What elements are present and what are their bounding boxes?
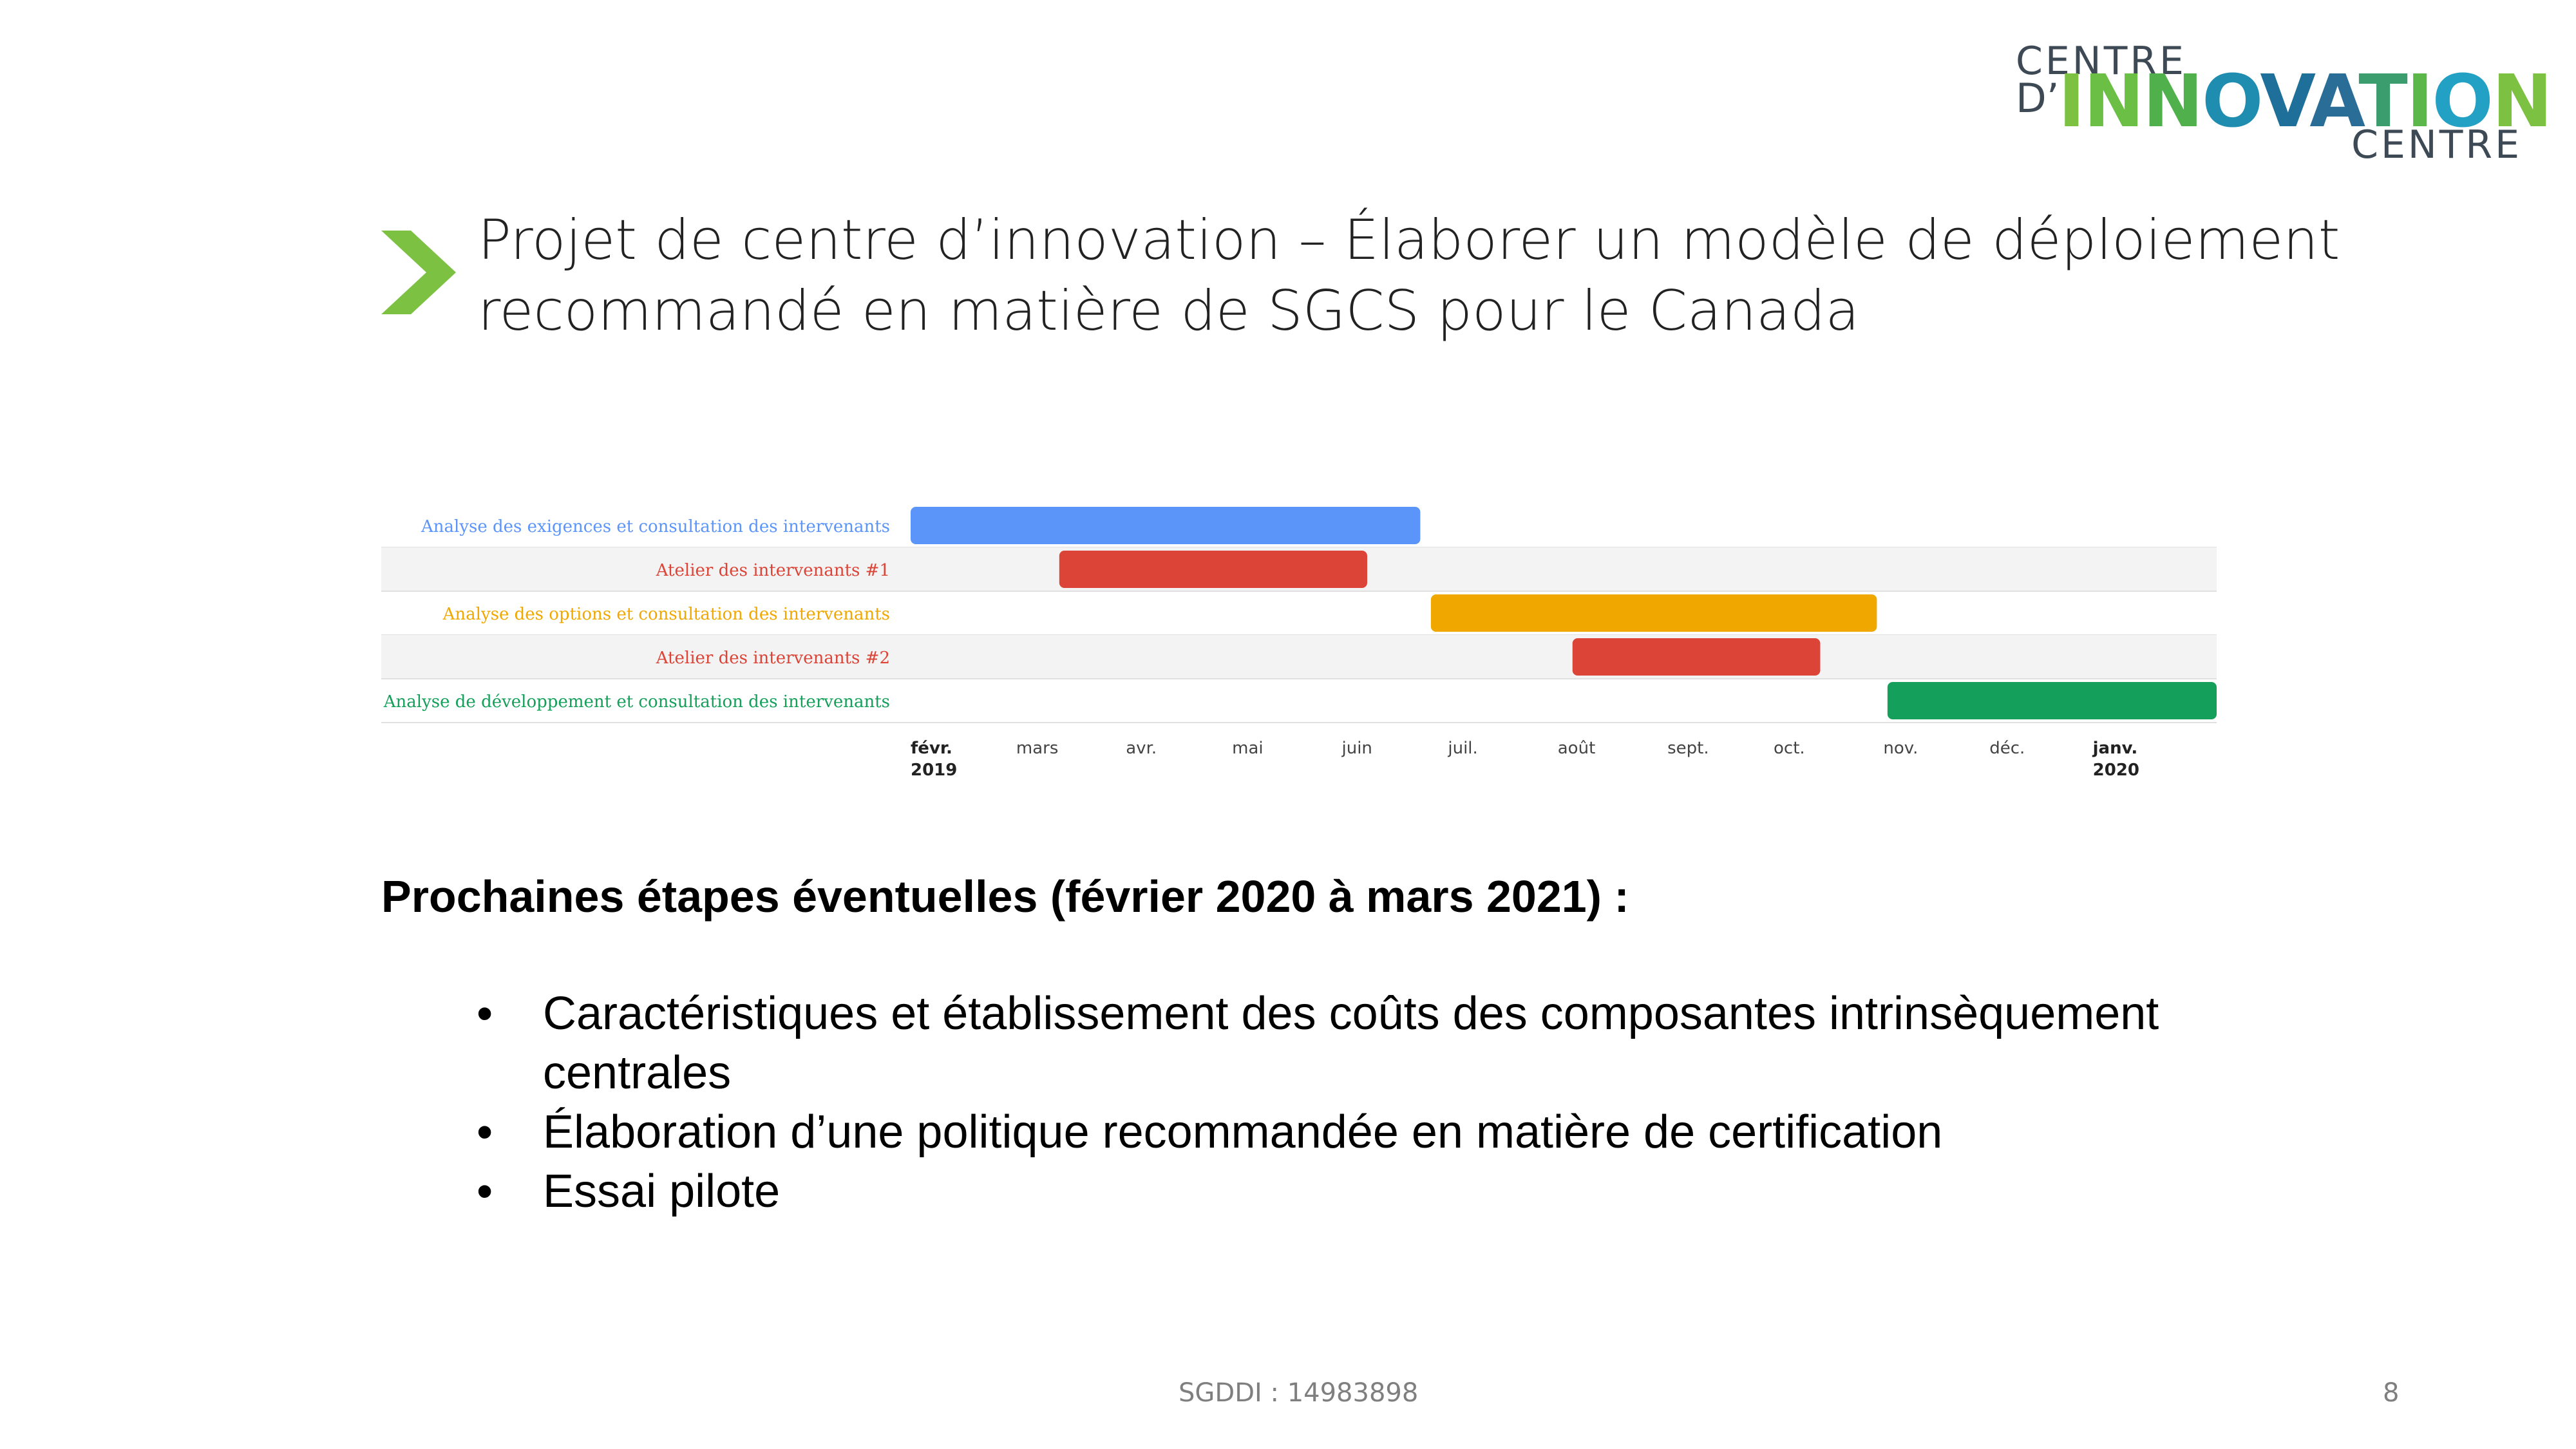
list-item-text: Caractéristiques et établissement des coûts des composantes intrinsèquement centrales [543, 988, 2159, 1099]
gantt-svg [381, 489, 2217, 792]
gantt-task-label: Analyse des options et consultation des intervenants [442, 605, 890, 624]
footer-doc-id: SGDDI : 14983898 [1179, 1378, 1419, 1408]
gantt-task-label: Analyse de développement et consultation des intervenants [383, 692, 890, 712]
list-item [477, 984, 2280, 1103]
gantt-tick-label: juin [1341, 739, 1372, 758]
gantt-tick-label: févr. [911, 739, 952, 758]
gantt-tick-label: nov. [1883, 739, 1918, 758]
gantt-task-label: Atelier des intervenants #2 [656, 649, 890, 668]
gantt-tick-label: sept. [1667, 739, 1709, 758]
bullet-icon: • [477, 988, 493, 1039]
gantt-bar [911, 507, 1420, 544]
gantt-tick-year: 2020 [2092, 761, 2140, 780]
next-steps-list [477, 984, 2280, 1221]
gantt-task-label: Atelier des intervenants #1 [656, 561, 890, 580]
list-item [477, 1103, 2280, 1162]
list-item-text: Essai pilote [543, 1166, 781, 1217]
page-number: 8 [2383, 1378, 2400, 1408]
gantt-tick-label: août [1557, 739, 1596, 758]
gantt-tick-label: juil. [1448, 739, 1478, 758]
gantt-bar [1059, 551, 1367, 588]
logo-line-centre-bottom: CENTRE [2351, 122, 2522, 167]
logo-innovation-word: INNOVATION [2058, 60, 2552, 144]
title-arrow-icon [381, 231, 456, 314]
logo-prefix: D’ [2016, 75, 2060, 122]
gantt-tick-label: janv. [2092, 739, 2138, 758]
gantt-bar [1431, 594, 1877, 632]
bullet-icon: • [477, 1106, 493, 1158]
slide-title: Projet de centre d’innovation – Élaborer un modèle de déploiement recommandé en matière de SGCS pour le Canada [478, 208, 2340, 343]
gantt-tick-label: oct. [1774, 739, 1805, 758]
bullet-icon: • [477, 1166, 493, 1217]
gantt-tick-label: déc. [1989, 739, 2025, 758]
next-steps-heading: Prochaines étapes éventuelles (février 2020 à mars 2021) : [381, 871, 1629, 922]
gantt-tick-label: mars [1016, 739, 1059, 758]
gantt-bar [1573, 638, 1821, 676]
list-item-text: Élaboration d’une politique recommandée en matière de certification [543, 1106, 1943, 1158]
gantt-tick-label: mai [1232, 739, 1264, 758]
gantt-task-label: Analyse des exigences et consultation des intervenants [421, 517, 890, 536]
gantt-chart [381, 489, 2217, 792]
logo-line-centre-top: CENTRE [2016, 39, 2186, 84]
gantt-bar [1888, 682, 2217, 719]
gantt-tick-label: avr. [1126, 739, 1157, 758]
centre-innovation-logo [2016, 39, 2552, 167]
list-item [477, 1162, 2280, 1221]
gantt-tick-year: 2019 [911, 761, 958, 780]
